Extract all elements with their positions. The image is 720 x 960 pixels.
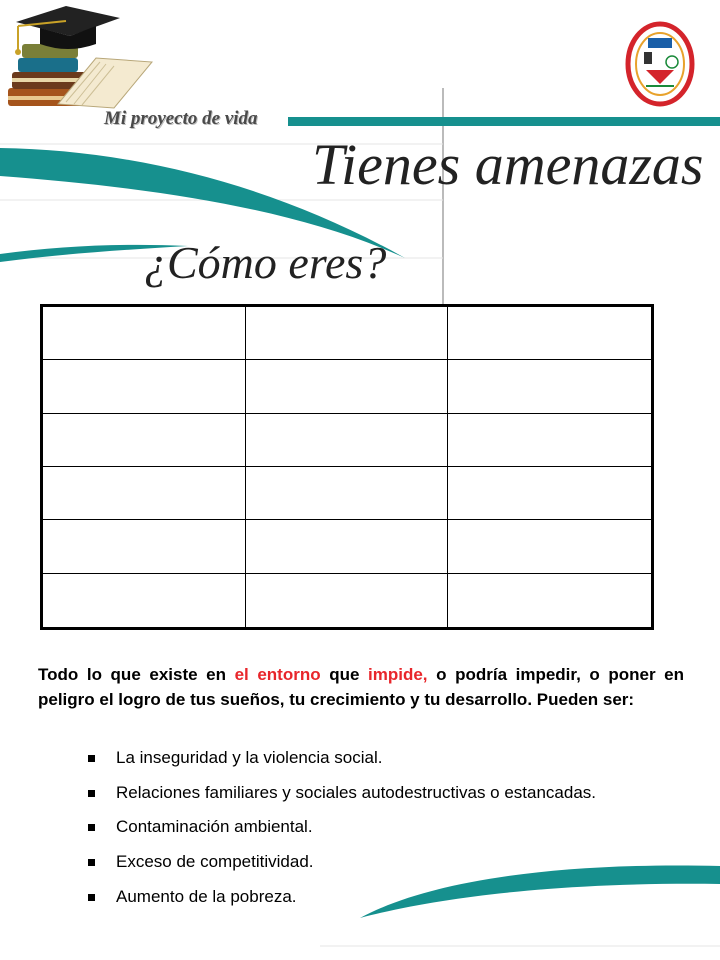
description-paragraph [38, 662, 684, 712]
table-cell [43, 467, 246, 520]
list-item: La inseguridad y la violencia social. [86, 746, 684, 770]
list-item: Aumento de la pobreza. [86, 885, 684, 909]
table-cell [43, 360, 246, 413]
table-cell [448, 360, 651, 413]
table-cell [246, 574, 449, 627]
table-cell [246, 360, 449, 413]
description-text: que [320, 665, 369, 684]
threat-list [86, 746, 684, 920]
description-text: Todo lo que existe en [38, 665, 235, 684]
table-cell [448, 574, 651, 627]
list-item: Relaciones familiares y sociales autodestructivas o estancadas. [86, 781, 684, 805]
empty-table [40, 304, 654, 630]
table-cell [43, 520, 246, 573]
list-item: Contaminación ambiental. [86, 815, 684, 839]
teal-header-bar [288, 117, 720, 126]
highlight-entorno: el entorno [234, 665, 321, 684]
page-title: Tienes amenazas [312, 132, 704, 197]
table-cell [246, 307, 449, 360]
description-text: o podría impedir, o poner en peligro el logro de tus sueños, tu crecimiento y tu desarrollo. Pueden ser: [38, 665, 685, 709]
brand-label: Mi proyecto de vida [104, 108, 258, 129]
school-seal-icon [628, 24, 692, 104]
page-subtitle: ¿Cómo eres? [144, 237, 387, 288]
table-cell [246, 467, 449, 520]
table-cell [246, 520, 449, 573]
table-cell [448, 467, 651, 520]
list-item: Exceso de competitividad. [86, 850, 684, 874]
table-cell [43, 414, 246, 467]
table-cell [448, 307, 651, 360]
table-cell [448, 520, 651, 573]
table-cell [43, 574, 246, 627]
graduation-cap-books-icon [8, 6, 152, 108]
table-cell [43, 307, 246, 360]
table-cell [448, 414, 651, 467]
table-cell [246, 414, 449, 467]
highlight-impide: impide, [368, 665, 428, 684]
